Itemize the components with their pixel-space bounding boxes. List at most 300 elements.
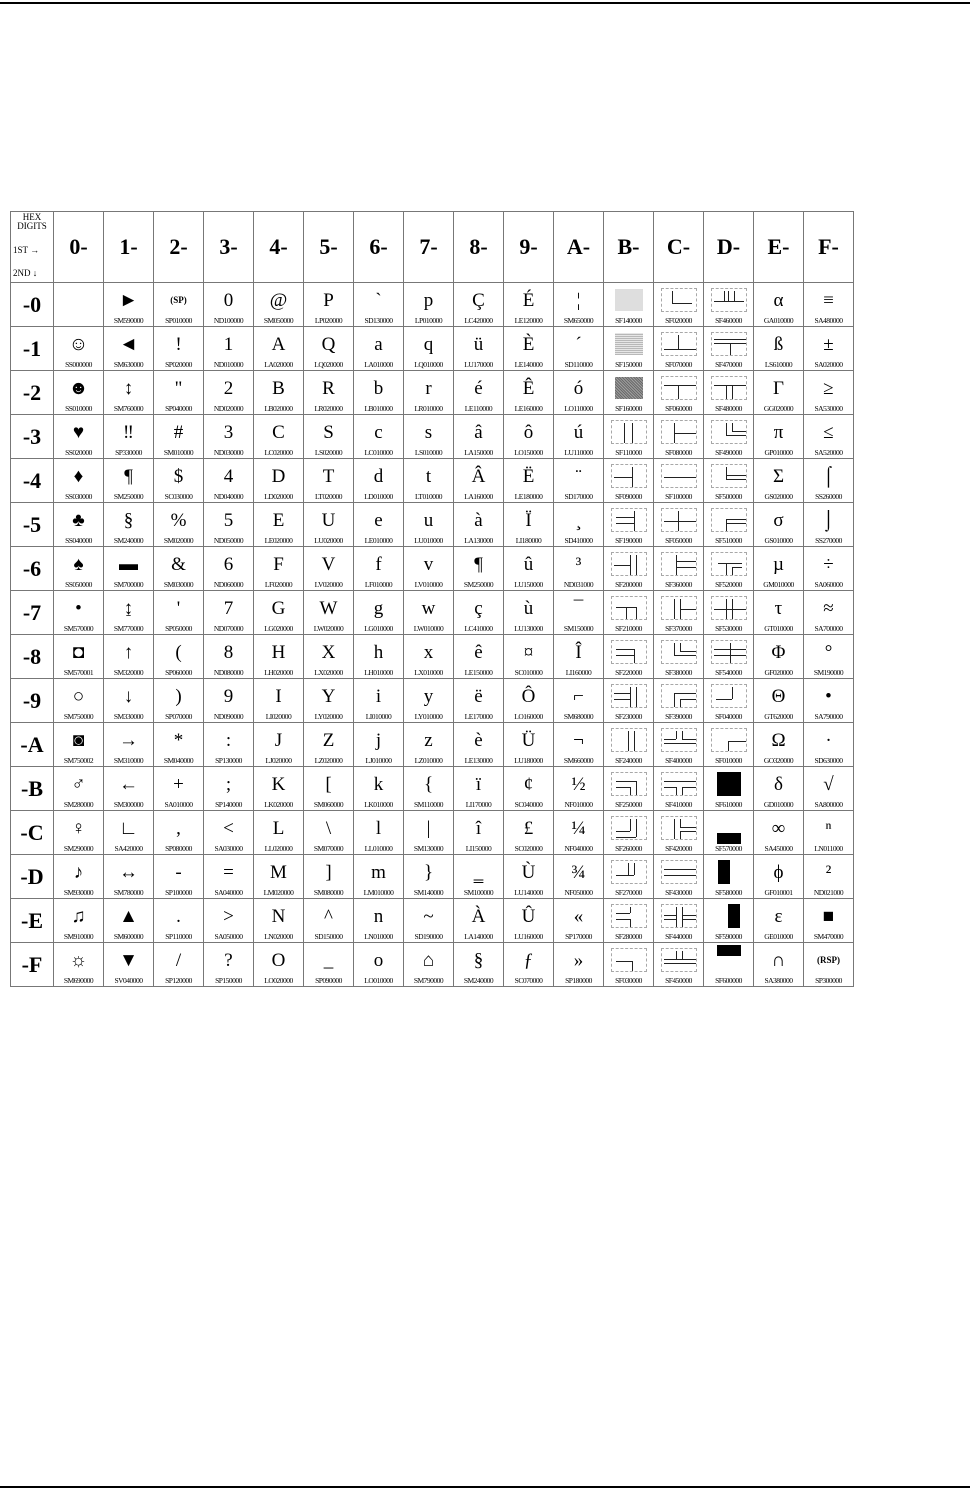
char-cell	[454, 943, 504, 987]
char-cell	[354, 503, 404, 547]
char-id: SF100000	[665, 492, 692, 501]
char-cell	[104, 283, 154, 327]
box-line-segment	[680, 651, 696, 652]
box-line-segment	[682, 787, 696, 788]
char-glyph: R	[322, 377, 335, 399]
box-line-segment	[672, 291, 673, 303]
char-id: NF010000	[564, 800, 593, 809]
char-id: ND031000	[563, 580, 594, 589]
box-drawing-icon	[611, 596, 647, 620]
char-id: SF220000	[615, 668, 642, 677]
char-cell	[554, 459, 604, 503]
char-cell	[554, 679, 604, 723]
char-glyph: m	[371, 861, 386, 883]
row-header: -D	[11, 855, 54, 899]
box-drawing-icon	[611, 420, 647, 444]
table-row	[11, 811, 854, 855]
char-id: LI020000	[265, 712, 292, 721]
box-line-segment	[732, 423, 733, 431]
char-cell	[504, 767, 554, 811]
char-glyph	[654, 947, 703, 973]
char-id: ND080000	[213, 668, 244, 677]
char-id: SF510000	[715, 536, 742, 545]
char-id: LW020000	[313, 624, 344, 633]
box-line-segment	[732, 687, 733, 699]
char-id: LC410000	[464, 624, 493, 633]
char-cell	[54, 415, 104, 459]
box-drawing-icon	[661, 596, 697, 620]
char-glyph: "	[174, 377, 183, 399]
char-id: LI170000	[465, 800, 492, 809]
char-cell	[304, 371, 354, 415]
char-glyph: e	[374, 509, 383, 531]
char-id: SM570000	[63, 624, 94, 633]
box-drawing-icon	[661, 860, 697, 884]
char-cell	[804, 503, 854, 547]
box-line-segment	[616, 831, 630, 832]
char-id: SD130000	[364, 316, 393, 325]
char-id: LG020000	[264, 624, 293, 633]
char-cell	[104, 503, 154, 547]
box-line-segment	[714, 301, 744, 302]
char-glyph	[654, 771, 703, 797]
char-cell	[354, 723, 404, 767]
char-cell	[54, 503, 104, 547]
char-glyph: {	[423, 773, 434, 795]
char-glyph	[654, 639, 703, 665]
char-glyph: z	[424, 729, 433, 751]
char-id: SM650000	[563, 316, 594, 325]
char-id: LA140000	[464, 932, 493, 941]
char-id: SF010000	[715, 756, 742, 765]
char-cell	[304, 811, 354, 855]
char-cell	[454, 635, 504, 679]
box-drawing-icon	[611, 948, 647, 972]
char-id: SA530000	[814, 404, 843, 413]
char-cell	[704, 943, 754, 987]
column-header: B-	[604, 212, 654, 283]
column-header: A-	[554, 212, 604, 283]
box-line-segment	[714, 339, 746, 340]
char-glyph: .	[176, 905, 181, 927]
char-glyph: i	[375, 685, 382, 707]
char-cell	[754, 855, 804, 899]
row-header: -F	[11, 943, 54, 987]
char-cell	[504, 635, 554, 679]
char-glyph: 4	[223, 465, 234, 487]
char-glyph: 2	[223, 377, 234, 399]
char-id: SM790000	[413, 976, 444, 985]
char-id: SS000000	[65, 360, 92, 369]
char-cell	[204, 503, 254, 547]
char-glyph: ∩	[771, 949, 786, 971]
char-id: SS260000	[815, 492, 842, 501]
char-cell	[354, 327, 404, 371]
char-glyph	[704, 375, 753, 401]
char-cell	[654, 459, 704, 503]
char-id: SA520000	[814, 448, 843, 457]
char-glyph	[604, 595, 653, 621]
box-drawing-icon	[711, 684, 747, 708]
char-id: SM590000	[113, 316, 144, 325]
box-drawing-icon	[611, 904, 647, 928]
char-cell	[404, 415, 454, 459]
row-header: -A	[11, 723, 54, 767]
char-cell	[704, 327, 754, 371]
char-glyph: ¤	[523, 641, 534, 663]
char-id: LC420000	[464, 316, 493, 325]
char-cell	[554, 371, 604, 415]
row-header: -4	[11, 459, 54, 503]
char-cell	[104, 635, 154, 679]
char-id: LH010000	[364, 668, 393, 677]
char-cell	[254, 415, 304, 459]
char-glyph: W	[319, 597, 338, 619]
box-line-segment	[664, 787, 676, 788]
char-glyph: ≤	[823, 421, 834, 443]
char-id: SP120000	[165, 976, 192, 985]
char-id: SF420000	[665, 844, 692, 853]
char-glyph: Γ	[773, 377, 784, 399]
char-cell	[54, 327, 104, 371]
char-cell	[504, 943, 554, 987]
char-cell	[704, 371, 754, 415]
char-cell	[54, 547, 104, 591]
char-glyph: ¶	[124, 465, 133, 487]
box-drawing-icon	[661, 684, 697, 708]
char-cell	[454, 591, 504, 635]
char-cell	[454, 767, 504, 811]
char-cell	[604, 855, 654, 899]
char-id: LA010000	[364, 360, 393, 369]
char-cell	[254, 679, 304, 723]
char-id: SM930000	[63, 888, 94, 897]
char-id: SP140000	[215, 800, 242, 809]
char-glyph: H	[271, 641, 286, 663]
char-cell	[454, 327, 504, 371]
char-id: SD170000	[564, 492, 593, 501]
char-id: SF580000	[715, 888, 742, 897]
char-id: SM140000	[413, 888, 444, 897]
char-glyph: É	[522, 289, 535, 311]
char-glyph: ?	[224, 949, 233, 971]
char-cell	[654, 283, 704, 327]
char-glyph: ¸	[575, 509, 582, 531]
char-id: SF200000	[615, 580, 642, 589]
char-glyph: k	[373, 773, 384, 795]
box-line-segment	[616, 919, 630, 920]
char-glyph: v	[423, 553, 434, 575]
box-line-segment	[682, 731, 683, 739]
box-line-segment	[616, 787, 630, 788]
box-line-segment	[726, 563, 727, 575]
char-cell	[204, 591, 254, 635]
char-cell	[554, 855, 604, 899]
char-cell	[754, 943, 804, 987]
char-cell	[104, 811, 154, 855]
char-glyph	[704, 815, 753, 841]
char-id: SA050000	[214, 932, 243, 941]
char-glyph: ß	[773, 333, 784, 355]
char-id: SS020000	[65, 448, 92, 457]
char-glyph: r	[425, 377, 432, 399]
column-header-row	[11, 212, 854, 283]
char-id: SF430000	[665, 888, 692, 897]
char-glyph: Ï	[525, 509, 532, 531]
char-id: LI150000	[465, 844, 492, 853]
char-cell	[304, 855, 354, 899]
char-id: SA030000	[214, 844, 243, 853]
char-glyph: g	[373, 597, 384, 619]
char-id: SD190000	[414, 932, 443, 941]
char-glyph: ï	[475, 773, 482, 795]
char-id: SA010000	[164, 800, 193, 809]
char-cell	[554, 283, 604, 327]
char-glyph: ~	[423, 905, 434, 927]
char-glyph: ☺	[68, 333, 89, 355]
char-id: SF360000	[665, 580, 692, 589]
char-cell	[554, 723, 604, 767]
box-line-segment	[714, 385, 746, 386]
box-drawing-icon	[661, 332, 697, 356]
char-glyph: ó	[573, 377, 584, 399]
char-cell	[504, 371, 554, 415]
box-line-segment	[732, 431, 746, 432]
char-glyph: )	[175, 685, 182, 707]
char-id: LN020000	[264, 932, 293, 941]
char-id: LD010000	[364, 492, 393, 501]
char-cell	[654, 811, 704, 855]
char-glyph: Ë	[522, 465, 535, 487]
box-line-segment	[674, 643, 675, 655]
char-glyph: ♀	[71, 817, 86, 839]
char-glyph: (RSP)	[817, 954, 840, 965]
char-id: LP020000	[314, 316, 343, 325]
char-id: SF030000	[615, 976, 642, 985]
char-id: LE020000	[264, 536, 293, 545]
box-line-segment	[628, 863, 629, 875]
char-cell	[104, 371, 154, 415]
char-cell	[604, 811, 654, 855]
box-line-segment	[634, 511, 635, 531]
char-cell	[404, 371, 454, 415]
char-glyph: U	[321, 509, 336, 531]
char-id: LE110000	[464, 404, 493, 413]
char-id: SP070000	[165, 712, 192, 721]
char-glyph: p	[423, 289, 434, 311]
char-glyph: ☻	[68, 377, 89, 399]
box-line-segment	[734, 291, 735, 301]
char-glyph: [	[325, 773, 332, 795]
char-cell	[654, 943, 704, 987]
char-glyph: À	[471, 905, 486, 927]
box-line-segment	[630, 687, 631, 707]
char-cell	[754, 635, 804, 679]
char-id: LR010000	[414, 404, 443, 413]
char-cell	[254, 459, 304, 503]
char-cell	[504, 459, 554, 503]
char-glyph	[604, 727, 653, 753]
char-id: LO150000	[514, 448, 543, 457]
char-id: NF050000	[564, 888, 593, 897]
column-header: 6-	[354, 212, 404, 283]
char-id: SM300000	[113, 800, 144, 809]
char-id: SF400000	[665, 756, 692, 765]
char-id: SF230000	[615, 712, 642, 721]
char-id: ND021000	[813, 888, 844, 897]
char-cell	[504, 679, 554, 723]
char-cell	[604, 503, 654, 547]
box-line-segment	[726, 423, 727, 435]
box-line-segment	[680, 699, 696, 700]
char-id: LE160000	[514, 404, 543, 413]
char-id: SF600000	[715, 976, 742, 985]
shade-block-icon	[615, 333, 643, 355]
box-drawing-icon	[661, 464, 697, 488]
char-glyph: ‗	[473, 861, 484, 883]
box-drawing-icon	[711, 596, 747, 620]
char-id: SF110000	[615, 448, 642, 457]
char-cell	[554, 591, 604, 635]
char-glyph: ■	[822, 905, 835, 927]
char-cell	[204, 459, 254, 503]
char-cell	[804, 591, 854, 635]
char-cell	[754, 811, 804, 855]
char-cell	[454, 503, 504, 547]
box-line-segment	[664, 385, 696, 386]
char-glyph: ¨	[575, 465, 582, 487]
char-glyph	[604, 859, 653, 885]
box-line-segment	[664, 959, 696, 960]
char-glyph: \	[325, 817, 332, 839]
char-cell	[404, 459, 454, 503]
char-cell	[604, 547, 654, 591]
char-cell	[454, 371, 504, 415]
char-glyph	[54, 287, 103, 313]
char-glyph	[654, 595, 703, 621]
solid-block-icon	[717, 833, 741, 844]
char-cell	[654, 635, 704, 679]
char-glyph	[604, 507, 653, 533]
char-glyph: c	[374, 421, 383, 443]
top-rule	[0, 2, 970, 4]
char-cell	[404, 679, 454, 723]
char-cell	[604, 943, 654, 987]
char-glyph: h	[373, 641, 384, 663]
table-row	[11, 459, 854, 503]
char-glyph: Φ	[771, 641, 786, 663]
char-id: SC020000	[514, 844, 543, 853]
char-cell	[254, 503, 304, 547]
box-line-segment	[676, 555, 677, 575]
char-glyph: Ù	[521, 861, 536, 883]
char-id: SF040000	[715, 712, 742, 721]
char-id: SF490000	[715, 448, 742, 457]
char-glyph: 1	[223, 333, 234, 355]
char-cell	[604, 723, 654, 767]
shade-block-icon	[615, 289, 643, 311]
char-cell	[204, 371, 254, 415]
char-id: LU010000	[414, 536, 443, 545]
char-glyph: ´	[575, 333, 582, 355]
char-cell	[404, 547, 454, 591]
table-row	[11, 371, 854, 415]
column-header: 1-	[104, 212, 154, 283]
char-cell	[404, 503, 454, 547]
char-glyph	[654, 507, 703, 533]
char-cell	[704, 547, 754, 591]
code-page-table	[10, 211, 854, 987]
char-cell	[504, 547, 554, 591]
char-glyph: °	[824, 641, 833, 663]
char-cell	[204, 767, 254, 811]
char-id: SC040000	[514, 800, 543, 809]
char-cell	[154, 943, 204, 987]
char-glyph: d	[373, 465, 384, 487]
char-glyph: ↔	[119, 861, 138, 883]
box-line-segment	[674, 819, 675, 839]
char-id: LL010000	[364, 844, 393, 853]
row-header: -8	[11, 635, 54, 679]
char-cell	[54, 767, 104, 811]
char-cell	[304, 943, 354, 987]
char-cell	[754, 327, 804, 371]
char-id: SP300000	[815, 976, 842, 985]
box-line-segment	[664, 781, 696, 782]
char-id: LU110000	[564, 448, 593, 457]
box-line-segment	[636, 607, 637, 619]
char-id: GA010000	[763, 316, 794, 325]
char-glyph: ↕	[123, 377, 134, 399]
char-id: LR020000	[314, 404, 343, 413]
char-glyph: 7	[223, 597, 234, 619]
char-id: LU130000	[514, 624, 543, 633]
char-cell	[654, 899, 704, 943]
column-header: C-	[654, 212, 704, 283]
box-line-segment	[632, 961, 633, 971]
char-glyph: è	[474, 729, 483, 751]
box-line-segment	[636, 781, 637, 795]
char-glyph	[604, 287, 653, 313]
table-row	[11, 503, 854, 547]
box-line-segment	[676, 561, 696, 562]
table-row	[11, 591, 854, 635]
char-cell	[54, 591, 104, 635]
box-line-segment	[630, 919, 631, 927]
char-cell	[454, 459, 504, 503]
char-cell	[604, 459, 654, 503]
row-header: -3	[11, 415, 54, 459]
char-id: SF060000	[665, 404, 692, 413]
char-id: GM010000	[763, 580, 794, 589]
char-cell	[254, 723, 304, 767]
bottom-rule	[0, 1486, 970, 1488]
char-cell	[54, 899, 104, 943]
char-cell	[804, 459, 854, 503]
char-glyph: ↨	[123, 597, 134, 619]
char-glyph	[704, 903, 753, 929]
char-glyph: ♂	[71, 773, 86, 795]
box-line-segment	[680, 831, 681, 839]
box-line-segment	[730, 643, 731, 663]
char-glyph: j	[375, 729, 382, 751]
char-glyph: E	[272, 509, 285, 531]
box-line-segment	[724, 291, 725, 301]
char-cell	[304, 327, 354, 371]
char-glyph: Σ	[772, 465, 785, 487]
first-digit-label: 1ST →	[13, 245, 40, 255]
char-glyph: +	[173, 773, 184, 795]
